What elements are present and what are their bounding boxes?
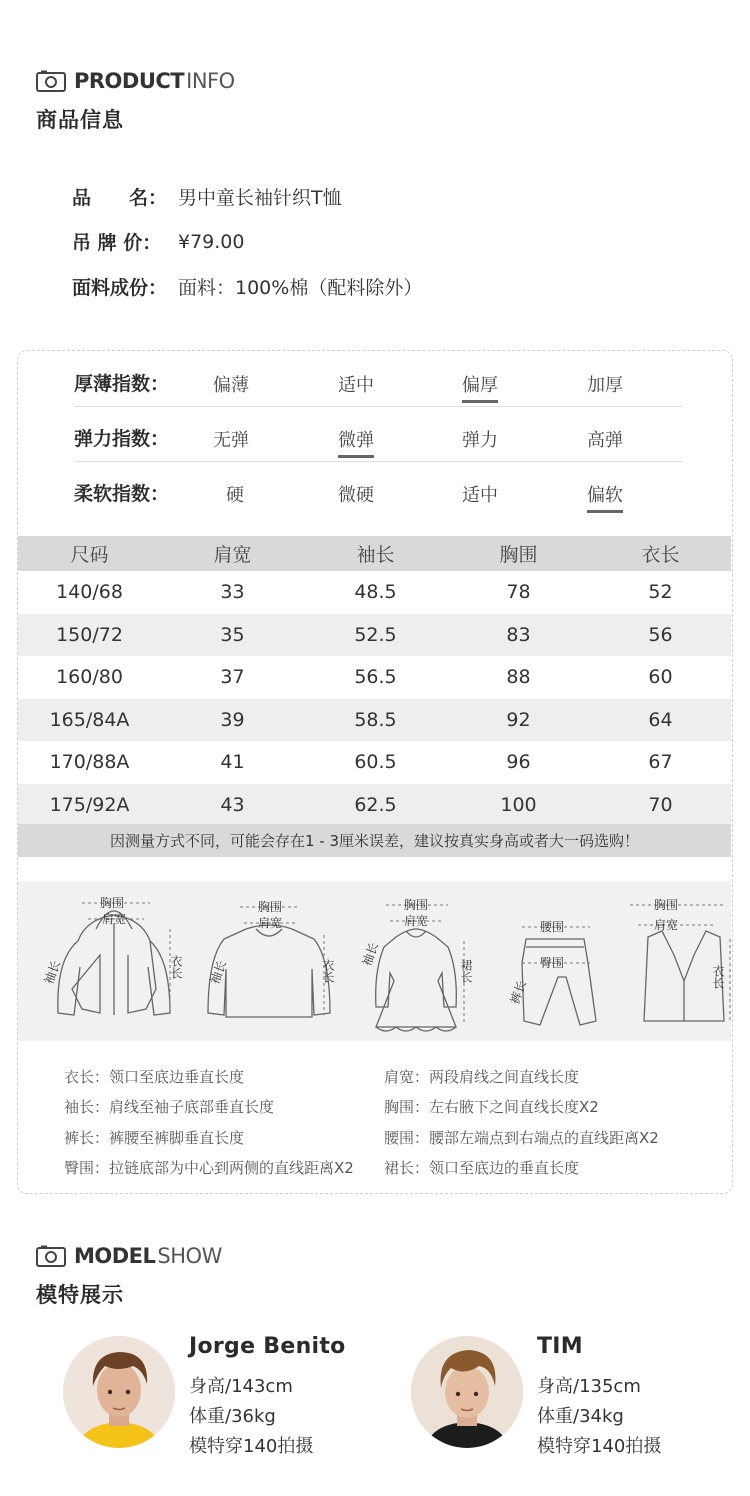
index-option: 偏薄 xyxy=(213,375,249,396)
table-cell: 39 xyxy=(220,708,245,731)
definition-text: 肩宽：两段肩线之间直线长度 xyxy=(384,1067,580,1086)
table-cell: 88 xyxy=(506,666,531,689)
index-label: 弹力指数： xyxy=(74,428,170,450)
diagram-label: 袖长 xyxy=(207,958,230,987)
table-row xyxy=(18,741,731,784)
model-photo-tim xyxy=(411,1336,523,1448)
definition-row xyxy=(64,1153,704,1184)
model-height: 身高/143cm xyxy=(189,1376,293,1397)
model-name: TIM xyxy=(537,1334,583,1359)
basic-info-row-price xyxy=(72,219,422,264)
product-title-bold: PRODUCT xyxy=(74,69,185,93)
size-table-header-cell: 衣长 xyxy=(641,544,680,566)
table-cell: 37 xyxy=(220,666,245,689)
index-option: 偏软 xyxy=(587,481,623,513)
table-cell: 78 xyxy=(506,581,531,604)
model-height: 身高/135cm xyxy=(537,1376,641,1397)
product-info-title-en xyxy=(36,68,235,94)
index-option: 弹力 xyxy=(462,430,498,451)
diagram-label: 衣长 xyxy=(711,965,725,989)
size-table-header-cell: 肩宽 xyxy=(213,544,252,566)
table-cell: 150/72 xyxy=(56,623,123,646)
diagram-label: 衣长 xyxy=(169,955,183,979)
diagram-label: 袖长 xyxy=(41,958,64,987)
table-cell: 70 xyxy=(648,793,673,816)
table-cell: 60.5 xyxy=(354,751,397,774)
definition-text: 袖长：肩线至袖子底部垂直长度 xyxy=(64,1098,275,1117)
basic-info-label: 吊 牌 价： xyxy=(72,232,162,254)
model-title-light: SHOW xyxy=(157,1244,222,1268)
diagram-label: 胸围 xyxy=(258,900,283,914)
diagram-label: 肩宽 xyxy=(404,914,429,928)
definition-text: 裤长：裤腰至裤脚垂直长度 xyxy=(64,1128,245,1147)
definition-row xyxy=(64,1061,704,1092)
sweatshirt-outline xyxy=(208,925,330,1017)
model-weight: 体重/34kg xyxy=(537,1406,624,1427)
model-wearing: 模特穿140拍摄 xyxy=(189,1436,314,1457)
table-cell: 41 xyxy=(220,751,245,774)
basic-info-row-name xyxy=(72,174,422,219)
table-cell: 43 xyxy=(220,793,245,816)
size-note: 因测量方式不同，可能会存在1 - 3厘米误差，建议按真实身高或者大一码选购！ xyxy=(18,824,731,857)
index-option: 硬 xyxy=(226,485,244,506)
size-table-header-cell: 袖长 xyxy=(356,544,395,566)
basic-info-row-fabric xyxy=(72,264,422,309)
model-weight: 体重/36kg xyxy=(189,1406,276,1427)
garment-diagram-svg xyxy=(18,881,731,1041)
table-row xyxy=(18,614,731,657)
definition-text: 臀围：拉链底部为中心到两侧的直线距离X2 xyxy=(64,1159,354,1178)
table-row xyxy=(18,784,731,827)
table-cell: 170/88A xyxy=(49,751,130,774)
table-cell: 96 xyxy=(506,751,531,774)
definition-text: 衣长：领口至底边垂直长度 xyxy=(64,1067,245,1086)
table-row xyxy=(18,656,731,699)
table-cell: 52 xyxy=(648,581,673,604)
measurement-definitions xyxy=(64,1061,704,1183)
index-label: 柔软指数： xyxy=(74,483,170,505)
index-option: 适中 xyxy=(338,375,374,396)
measurement-diagrams xyxy=(18,881,731,1041)
diagram-label: 臀围 xyxy=(540,956,565,970)
index-label: 厚薄指数： xyxy=(74,373,170,395)
model-show-title-en xyxy=(36,1243,222,1269)
table-cell: 33 xyxy=(220,581,245,604)
camera-icon xyxy=(36,1245,66,1267)
diagram-label: 肩宽 xyxy=(102,912,127,926)
avatar xyxy=(411,1336,523,1448)
model-title-bold: MODEL xyxy=(74,1244,156,1268)
definition-text: 胸围：左右腋下之间直线长度X2 xyxy=(384,1098,599,1117)
diagram-label: 肩宽 xyxy=(258,916,283,930)
table-cell: 48.5 xyxy=(354,581,397,604)
product-title-light: INFO xyxy=(186,69,235,93)
table-cell: 83 xyxy=(506,623,531,646)
size-table-header-cell: 尺码 xyxy=(70,544,109,566)
table-cell: 67 xyxy=(648,751,673,774)
elasticity-index-row xyxy=(74,406,682,462)
basic-info-value: 面料：100%棉（配料除外） xyxy=(178,277,423,299)
softness-index-row xyxy=(74,461,682,517)
index-option: 适中 xyxy=(462,485,498,506)
definition-row xyxy=(64,1122,704,1153)
diagram-label: 裙长 xyxy=(459,959,473,983)
basic-info-label: 面料成份： xyxy=(72,277,168,299)
diagram-label: 裤长 xyxy=(507,978,530,1007)
basic-info-value: 男中童长袖针织T恤 xyxy=(178,187,342,209)
table-cell: 92 xyxy=(506,708,531,731)
camera-icon xyxy=(36,70,66,92)
model-photo-jorge xyxy=(63,1336,175,1448)
table-cell: 52.5 xyxy=(354,623,397,646)
model-name: Jorge Benito xyxy=(189,1334,346,1359)
product-info-title-cn: 商品信息 xyxy=(36,108,124,132)
model-wearing: 模特穿140拍摄 xyxy=(537,1436,662,1457)
table-cell: 160/80 xyxy=(56,666,123,689)
size-table-header xyxy=(18,536,731,571)
definition-text: 腰围：腰部左端点到右端点的直线距离X2 xyxy=(384,1128,659,1147)
index-option: 无弹 xyxy=(213,430,249,451)
model-show-title-cn: 模特展示 xyxy=(36,1283,124,1307)
index-option: 加厚 xyxy=(587,375,623,396)
table-cell: 175/92A xyxy=(49,793,130,816)
table-cell: 56 xyxy=(648,623,673,646)
size-table xyxy=(18,536,731,826)
product-info-header xyxy=(36,68,235,134)
pants-outline xyxy=(522,939,596,1025)
avatar xyxy=(63,1336,175,1448)
diagram-label: 腰围 xyxy=(540,920,565,934)
table-cell: 35 xyxy=(220,623,245,646)
size-table-header-cell: 胸围 xyxy=(499,544,538,566)
model-show-header xyxy=(36,1243,222,1309)
definition-row xyxy=(64,1092,704,1123)
definition-text: 裙长：领口至底边的垂直长度 xyxy=(384,1159,580,1178)
basic-info-label: 品 名： xyxy=(72,187,168,209)
diagram-label: 袖长 xyxy=(359,940,382,969)
size-panel xyxy=(17,350,733,1194)
table-cell: 58.5 xyxy=(354,708,397,731)
diagram-label: 衣长 xyxy=(321,959,335,983)
diagram-label: 胸围 xyxy=(654,898,679,912)
table-cell: 100 xyxy=(500,793,537,816)
table-row xyxy=(18,699,731,742)
table-cell: 60 xyxy=(648,666,673,689)
basic-info-value: ¥79.00 xyxy=(178,230,245,253)
index-option: 微硬 xyxy=(338,485,374,506)
table-cell: 56.5 xyxy=(354,666,397,689)
index-option: 高弹 xyxy=(587,430,623,451)
index-option: 偏厚 xyxy=(462,371,498,403)
table-row xyxy=(18,571,731,614)
index-option: 微弹 xyxy=(338,426,374,458)
diagram-label: 肩宽 xyxy=(654,918,679,932)
diagram-label: 胸围 xyxy=(100,896,125,910)
dress-outline xyxy=(376,929,457,1027)
table-cell: 140/68 xyxy=(56,581,123,604)
diagram-label: 胸围 xyxy=(404,898,429,912)
thickness-index-row xyxy=(74,351,682,407)
basic-info xyxy=(72,174,422,309)
table-cell: 165/84A xyxy=(49,708,130,731)
table-cell: 64 xyxy=(648,708,673,731)
table-cell: 62.5 xyxy=(354,793,397,816)
